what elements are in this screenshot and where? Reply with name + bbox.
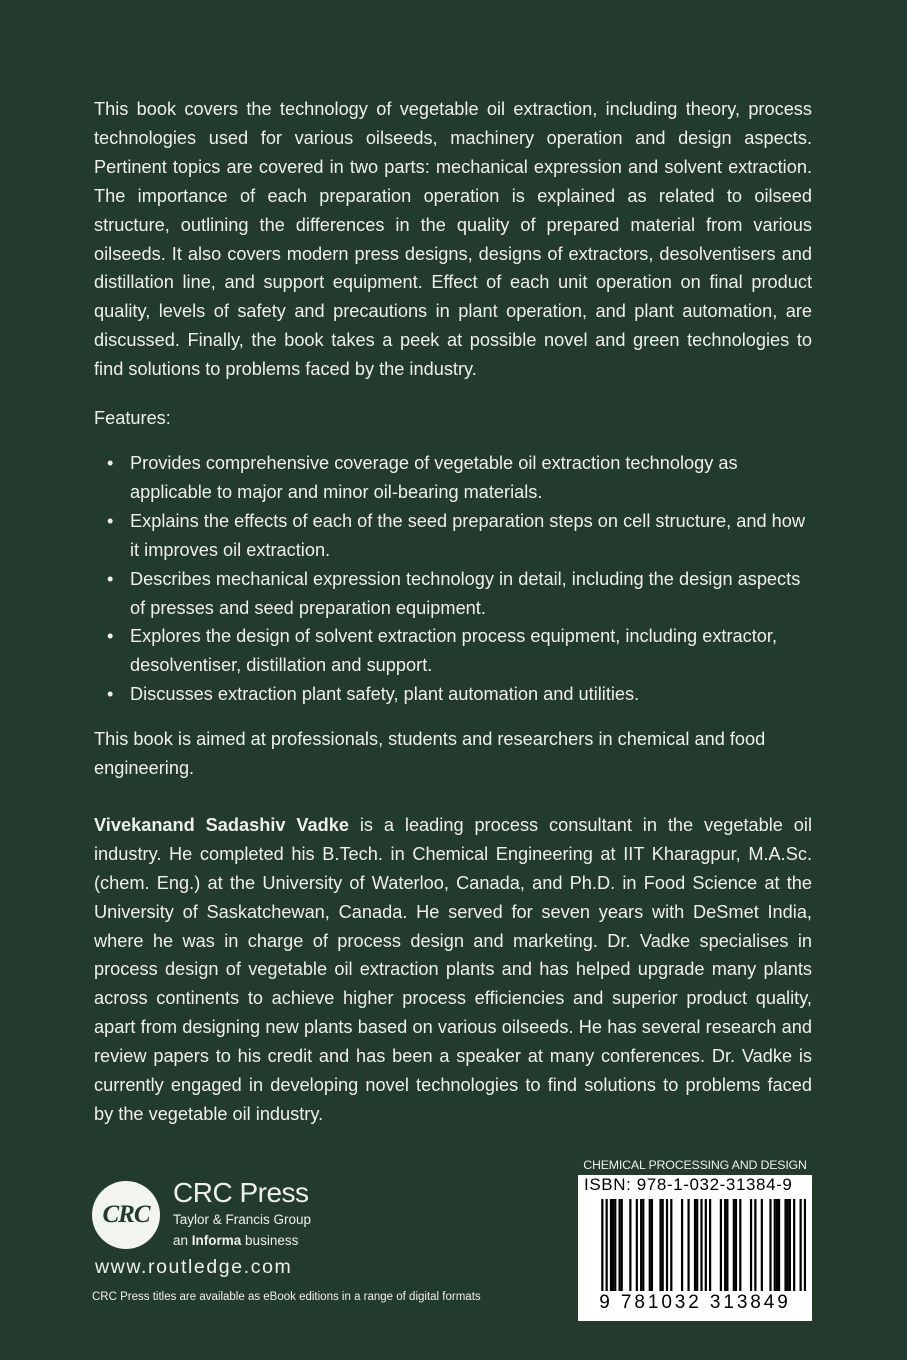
publisher-website[interactable]: www.routledge.com bbox=[95, 1256, 293, 1278]
barcode-bar bbox=[614, 1199, 616, 1291]
barcode-bar bbox=[761, 1199, 763, 1291]
barcode-bar bbox=[670, 1199, 672, 1291]
publisher-group: Taylor & Francis Group bbox=[173, 1212, 312, 1227]
barcode-bar bbox=[776, 1199, 778, 1291]
features-heading: Features: bbox=[94, 408, 171, 429]
barcode-bar bbox=[700, 1199, 702, 1291]
crc-logo-icon: CRC bbox=[92, 1181, 160, 1249]
barcode-bar bbox=[739, 1199, 741, 1291]
barcode-bar bbox=[629, 1199, 631, 1291]
barcode-digits: 9 781032 313849 bbox=[599, 1292, 791, 1313]
barcode-icon bbox=[584, 1199, 806, 1291]
barcode-bar bbox=[789, 1199, 791, 1291]
barcode-bar bbox=[750, 1199, 752, 1291]
feature-item: • Provides comprehensive coverage of vegetable oil extraction technology as applicable to major and minor oil-bearing materials. bbox=[130, 449, 812, 507]
informa-tagline: an Informa business bbox=[173, 1233, 299, 1248]
author-bio bbox=[94, 811, 812, 1129]
series-name: CHEMICAL PROCESSING AND DESIGN bbox=[583, 1158, 807, 1172]
author-bio-text: is a leading process consultant in the vegetable oil industry. He completed his B.Tech. in Chemical Engineering at IIT Kharagpur, M.A.Sc. (chem. Eng.) at the University of Waterloo, Canada, and Ph.D. in Food Science at the University of Saskatchewan, Canada. He served for seven years with DeSmet India, where he was in charge of process design and marketing. Dr. Vadke specialises in process design of vegetable oil extraction plants and has helped upgrade many plants across continents to achieve higher process efficiencies and superior product quality, apart from designing new plants based on various oilseeds. He has several research and review papers to his credit and has been a speaker at many conferences. Dr. Vadke is currently engaged in developing novel technologies to find solutions to problems faced by the vegetable oil industry. bbox=[94, 814, 812, 1124]
barcode-box bbox=[578, 1175, 812, 1321]
bullet-icon: • bbox=[107, 452, 114, 473]
barcode-block bbox=[578, 1157, 812, 1321]
barcode-bar bbox=[681, 1199, 683, 1291]
barcode-bar bbox=[793, 1199, 795, 1291]
publisher-name: CRC Press bbox=[173, 1177, 309, 1208]
barcode-bar bbox=[610, 1199, 612, 1291]
feature-item: • Describes mechanical expression technology in detail, including the design aspects of presses and seed preparation equipment. bbox=[130, 565, 812, 623]
audience-statement: This book is aimed at professionals, students and researchers in chemical and food engineering. bbox=[94, 729, 766, 779]
feature-item: • Explores the design of solvent extraction process equipment, including extractor, desolventiser, distillation and support. bbox=[130, 622, 812, 680]
barcode-bar bbox=[606, 1199, 608, 1291]
barcode-bar bbox=[705, 1199, 707, 1291]
book-description: This book covers the technology of vegetable oil extraction, including theory, process technologies used for various oilseeds, machinery operation and design aspects. Pertinent topics are covered in two parts: mechanical expression and solvent extraction. The importance of each preparation operation is explained as related to oilseed structure, outlining the differences in the quality of prepared material from various oilseeds. It also covers modern press designs, designs of extractors, desolventisers and distillation line, and support equipment. Effect of each unit operation on final product quality, levels of safety and precautions in plant operation, and plant automation, are discussed. Finally, the book takes a peek at possible novel and green technologies to find solutions to problems faced by the industry. bbox=[94, 99, 812, 380]
bullet-icon: • bbox=[107, 510, 114, 531]
barcode-bar bbox=[769, 1199, 771, 1291]
barcode-bar bbox=[612, 1199, 614, 1291]
barcode-bar bbox=[778, 1199, 780, 1291]
barcode-bar bbox=[694, 1199, 696, 1291]
cover-text bbox=[94, 95, 812, 1129]
feature-item: • Explains the effects of each of the seed preparation steps on cell structure, and how it improves oil extraction. bbox=[130, 507, 812, 565]
barcode-bar bbox=[601, 1199, 603, 1291]
barcode-bar bbox=[784, 1199, 786, 1291]
features-list bbox=[94, 449, 812, 709]
barcode-bar bbox=[726, 1199, 728, 1291]
barcode-bar bbox=[636, 1199, 638, 1291]
barcode-bar bbox=[618, 1199, 620, 1291]
bullet-icon: • bbox=[107, 684, 114, 705]
barcode-bar bbox=[642, 1199, 644, 1291]
barcode-bar bbox=[720, 1199, 722, 1291]
barcode-bar bbox=[687, 1199, 689, 1291]
barcode-bar bbox=[696, 1199, 698, 1291]
barcode-bar bbox=[774, 1199, 776, 1291]
barcode-bar bbox=[651, 1199, 653, 1291]
ebook-note: CRC Press titles are available as eBook editions in a range of digital formats bbox=[92, 1291, 481, 1303]
isbn-label: ISBN: 978-1-032-31384-9 bbox=[584, 1175, 793, 1194]
barcode-bar bbox=[800, 1199, 802, 1291]
barcode-bar bbox=[724, 1199, 726, 1291]
author-name: Vivekanand Sadashiv Vadke bbox=[94, 814, 349, 835]
barcode-bar bbox=[640, 1199, 642, 1291]
bullet-icon: • bbox=[107, 568, 114, 589]
barcode-bar bbox=[709, 1199, 711, 1291]
bullet-icon: • bbox=[107, 626, 114, 647]
barcode-bar bbox=[804, 1199, 806, 1291]
barcode-bar bbox=[733, 1199, 735, 1291]
barcode-bar bbox=[666, 1199, 668, 1291]
barcode-bar bbox=[735, 1199, 737, 1291]
barcode-bar bbox=[754, 1199, 756, 1291]
barcode-bar bbox=[621, 1199, 623, 1291]
feature-item: • Discusses extraction plant safety, plant automation and utilities. bbox=[130, 680, 812, 709]
barcode-bar bbox=[787, 1199, 789, 1291]
barcode-bar bbox=[659, 1199, 661, 1291]
barcode-bar bbox=[662, 1199, 664, 1291]
barcode-bar bbox=[649, 1199, 651, 1291]
